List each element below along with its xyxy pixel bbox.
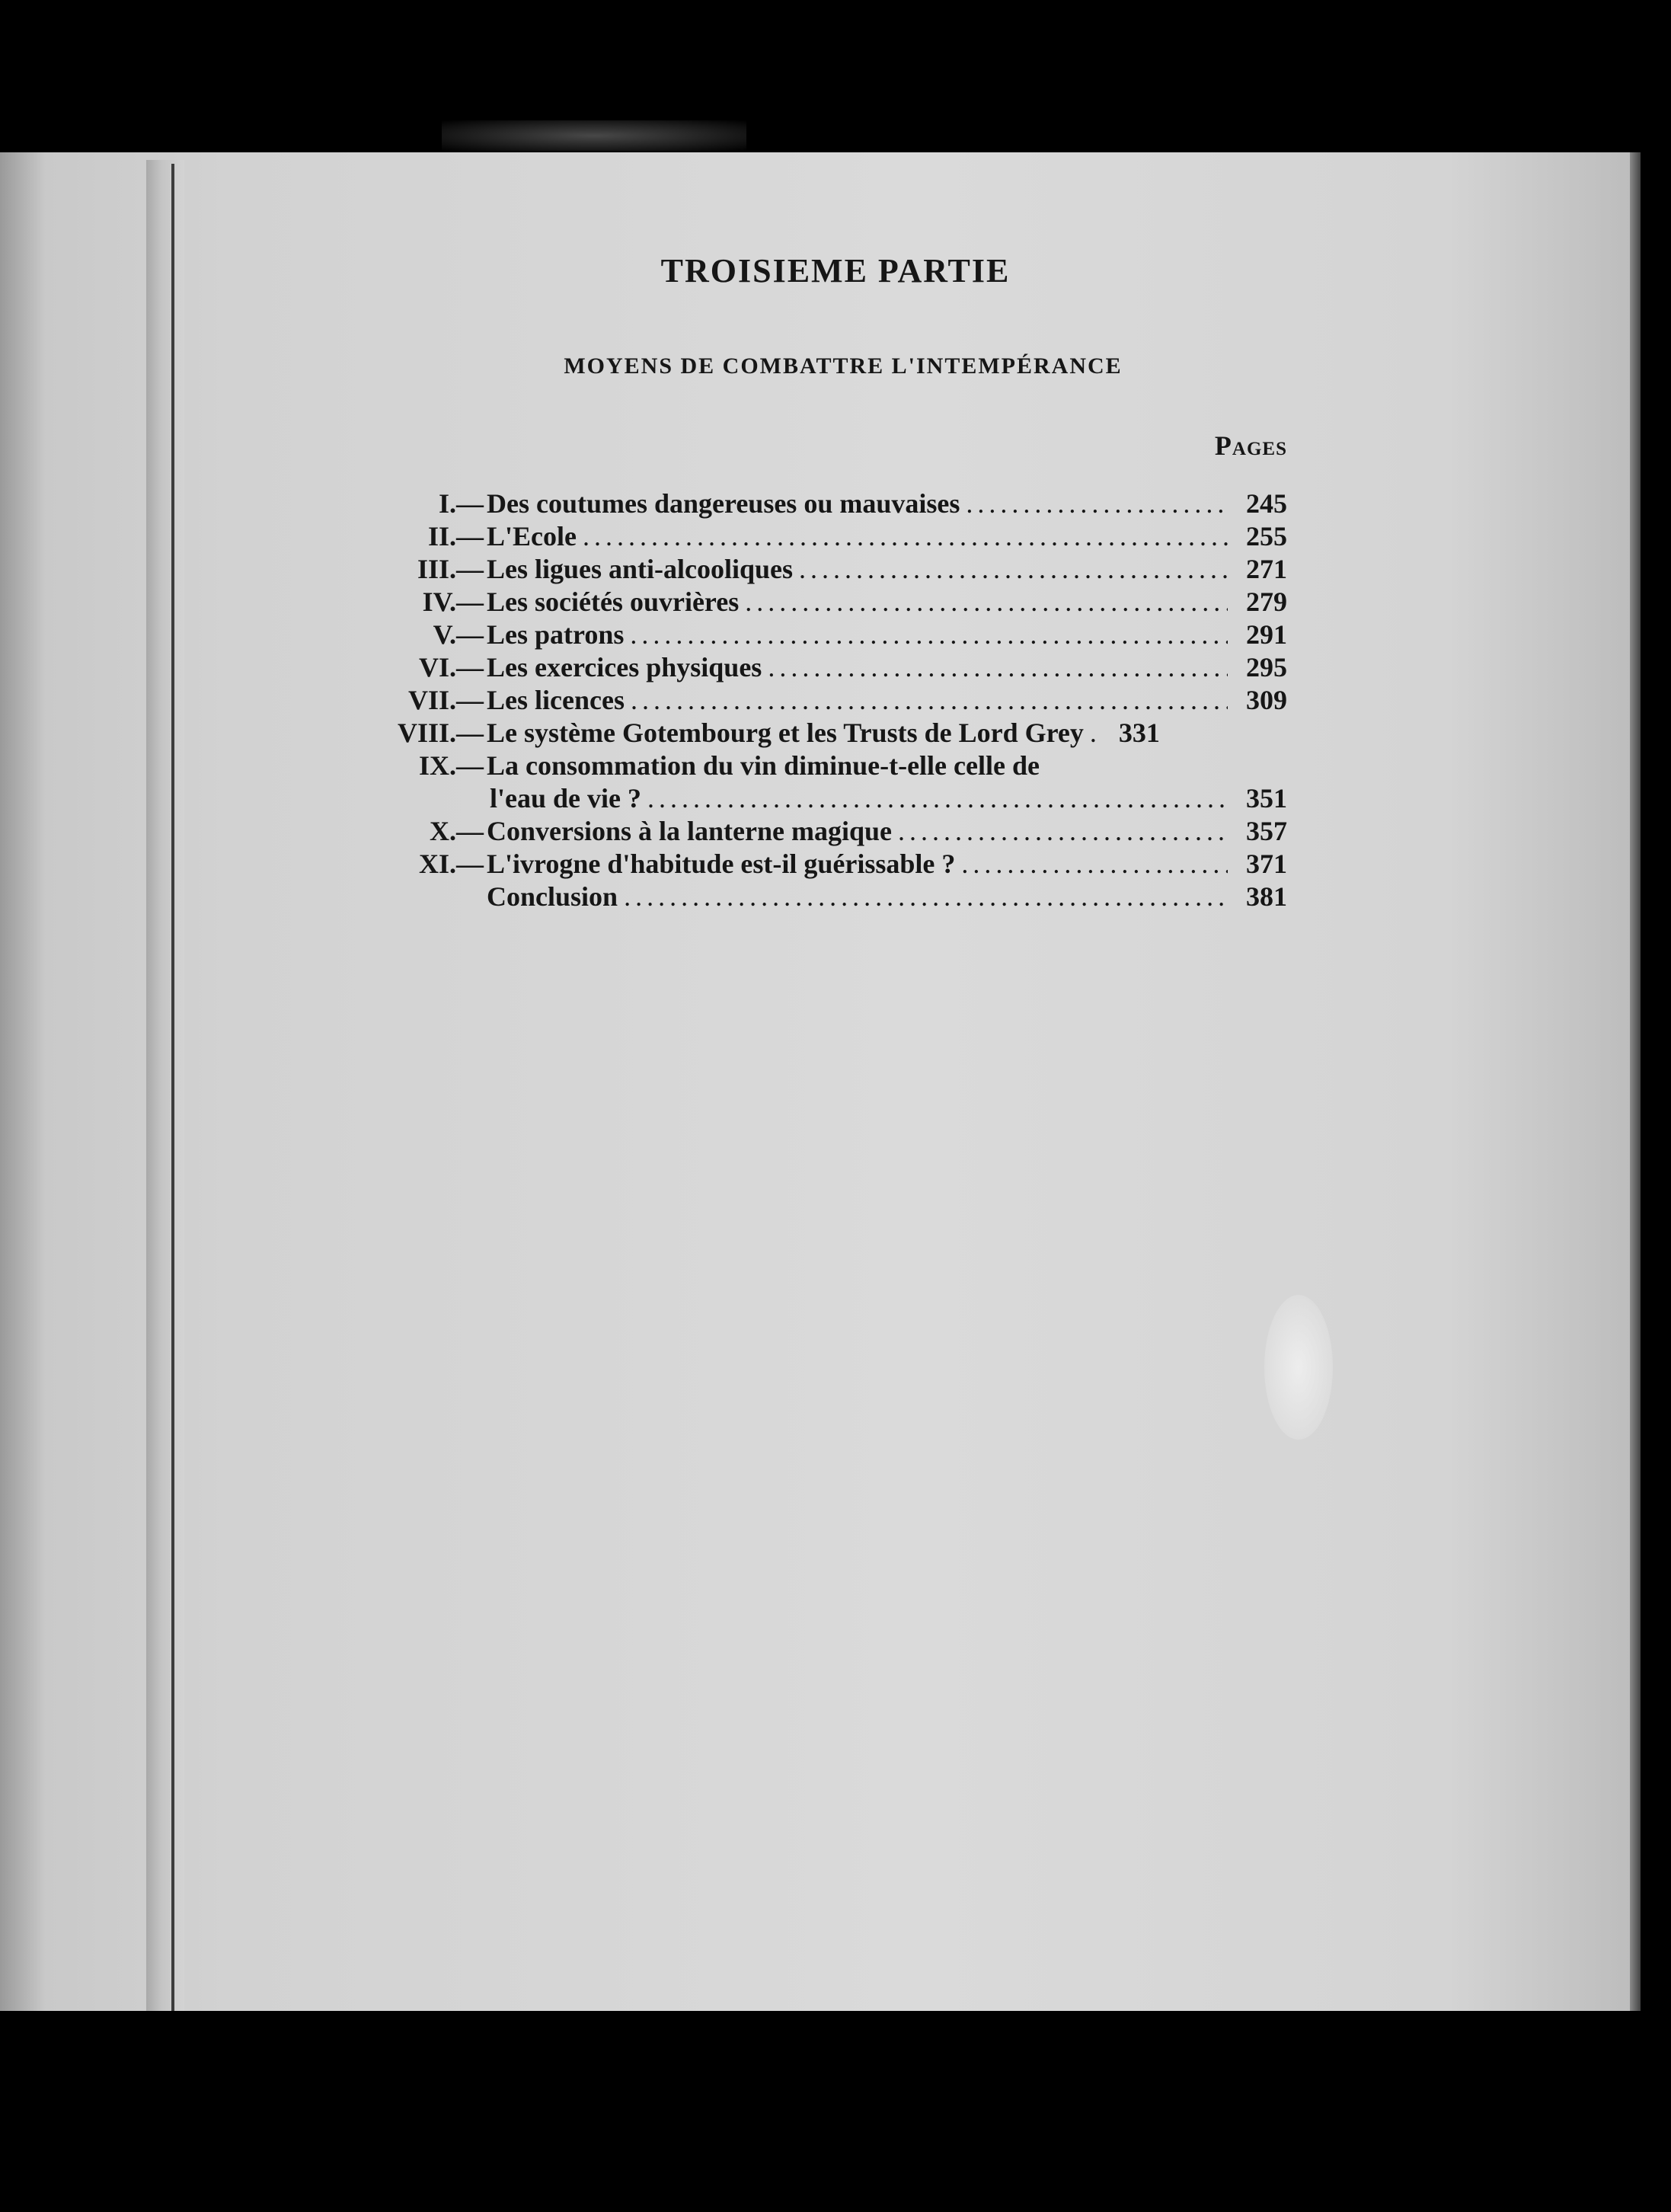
leader-dots bbox=[961, 848, 1228, 880]
toc-entry bbox=[320, 717, 1287, 750]
page-number: 291 bbox=[1246, 619, 1287, 650]
paper-blot bbox=[1264, 1295, 1333, 1440]
chapter-number: IV.— bbox=[422, 587, 484, 617]
toc-entry-continuation bbox=[320, 782, 1287, 815]
leader-dots bbox=[1090, 717, 1101, 749]
toc-entry bbox=[320, 586, 1287, 619]
page-number: 371 bbox=[1246, 849, 1287, 879]
page-number: 331 bbox=[1118, 718, 1160, 748]
toc-entry bbox=[320, 848, 1287, 881]
page-number: 245 bbox=[1246, 488, 1287, 519]
toc-entry bbox=[320, 881, 1287, 913]
chapter-number: II.— bbox=[427, 521, 484, 551]
leader-dots bbox=[745, 586, 1228, 618]
binding-line bbox=[171, 164, 174, 2022]
page-number: 381 bbox=[1246, 881, 1287, 912]
pages-column-label: Pages bbox=[1214, 430, 1287, 461]
toc-entry bbox=[320, 651, 1287, 684]
page-edge bbox=[1630, 152, 1641, 2041]
part-heading: TROISIEME PARTIE bbox=[660, 252, 1011, 289]
binding-shadow bbox=[146, 160, 184, 2026]
chapter-title: Le système Gotembourg et les Trusts de Lord Grey bbox=[487, 718, 1084, 748]
leader-dots bbox=[630, 619, 1228, 650]
page-number: 309 bbox=[1246, 685, 1287, 715]
toc-entry bbox=[320, 553, 1287, 586]
chapter-title: La consommation du vin diminue-t-elle celle de bbox=[487, 750, 1040, 781]
part-subheading: MOYENS DE COMBATTRE L'INTEMPÉRANCE bbox=[564, 353, 1123, 379]
leader-dots bbox=[583, 520, 1228, 552]
page-number: 351 bbox=[1246, 783, 1287, 814]
toc-entry bbox=[320, 684, 1287, 717]
chapter-title: Des coutumes dangereuses ou mauvaises bbox=[487, 488, 960, 519]
chapter-number: VII.— bbox=[407, 685, 484, 715]
scan-smudge bbox=[442, 120, 746, 151]
chapter-number: III.— bbox=[417, 554, 484, 584]
toc-entry bbox=[320, 815, 1287, 848]
leader-dots bbox=[624, 881, 1228, 913]
chapter-number: VI.— bbox=[418, 652, 484, 682]
page-number: 357 bbox=[1246, 816, 1287, 846]
toc-entry bbox=[320, 750, 1287, 782]
chapter-title: Les licences bbox=[487, 685, 625, 715]
leader-dots bbox=[966, 487, 1228, 519]
chapter-number: I.— bbox=[438, 488, 484, 519]
page-number: 295 bbox=[1246, 652, 1287, 682]
chapter-title: L'Ecole bbox=[487, 521, 577, 551]
chapter-title: Conclusion bbox=[487, 881, 618, 912]
chapter-number: X.— bbox=[430, 816, 484, 846]
leader-dots bbox=[631, 684, 1228, 716]
chapter-number: V.— bbox=[433, 619, 484, 650]
toc-entry bbox=[320, 487, 1287, 520]
table-of-contents bbox=[320, 487, 1287, 913]
page-number: 255 bbox=[1246, 521, 1287, 551]
toc-entry bbox=[320, 619, 1287, 651]
chapter-title: L'ivrogne d'habitude est-il guérissable ? bbox=[487, 849, 956, 879]
chapter-number: IX.— bbox=[418, 750, 484, 781]
leader-dots bbox=[647, 782, 1228, 814]
page-number: 271 bbox=[1246, 554, 1287, 584]
page-number: 279 bbox=[1246, 587, 1287, 617]
paper-sheet bbox=[0, 152, 1630, 2041]
chapter-title: Conversions à la lanterne magique bbox=[487, 816, 893, 846]
chapter-title: Les sociétés ouvrières bbox=[487, 587, 740, 617]
chapter-number: XI.— bbox=[418, 849, 484, 879]
chapter-title-continued: l'eau de vie ? bbox=[490, 783, 641, 814]
scan-border-bottom bbox=[0, 2011, 1671, 2212]
chapter-title: Les patrons bbox=[487, 619, 625, 650]
leader-dots bbox=[898, 815, 1228, 847]
chapter-title: Les exercices physiques bbox=[487, 652, 762, 682]
leader-dots bbox=[799, 553, 1228, 585]
toc-entry bbox=[320, 520, 1287, 553]
leader-dots bbox=[768, 651, 1228, 683]
chapter-title: Les ligues anti-alcooliques bbox=[487, 554, 794, 584]
chapter-number: VIII.— bbox=[397, 718, 484, 748]
